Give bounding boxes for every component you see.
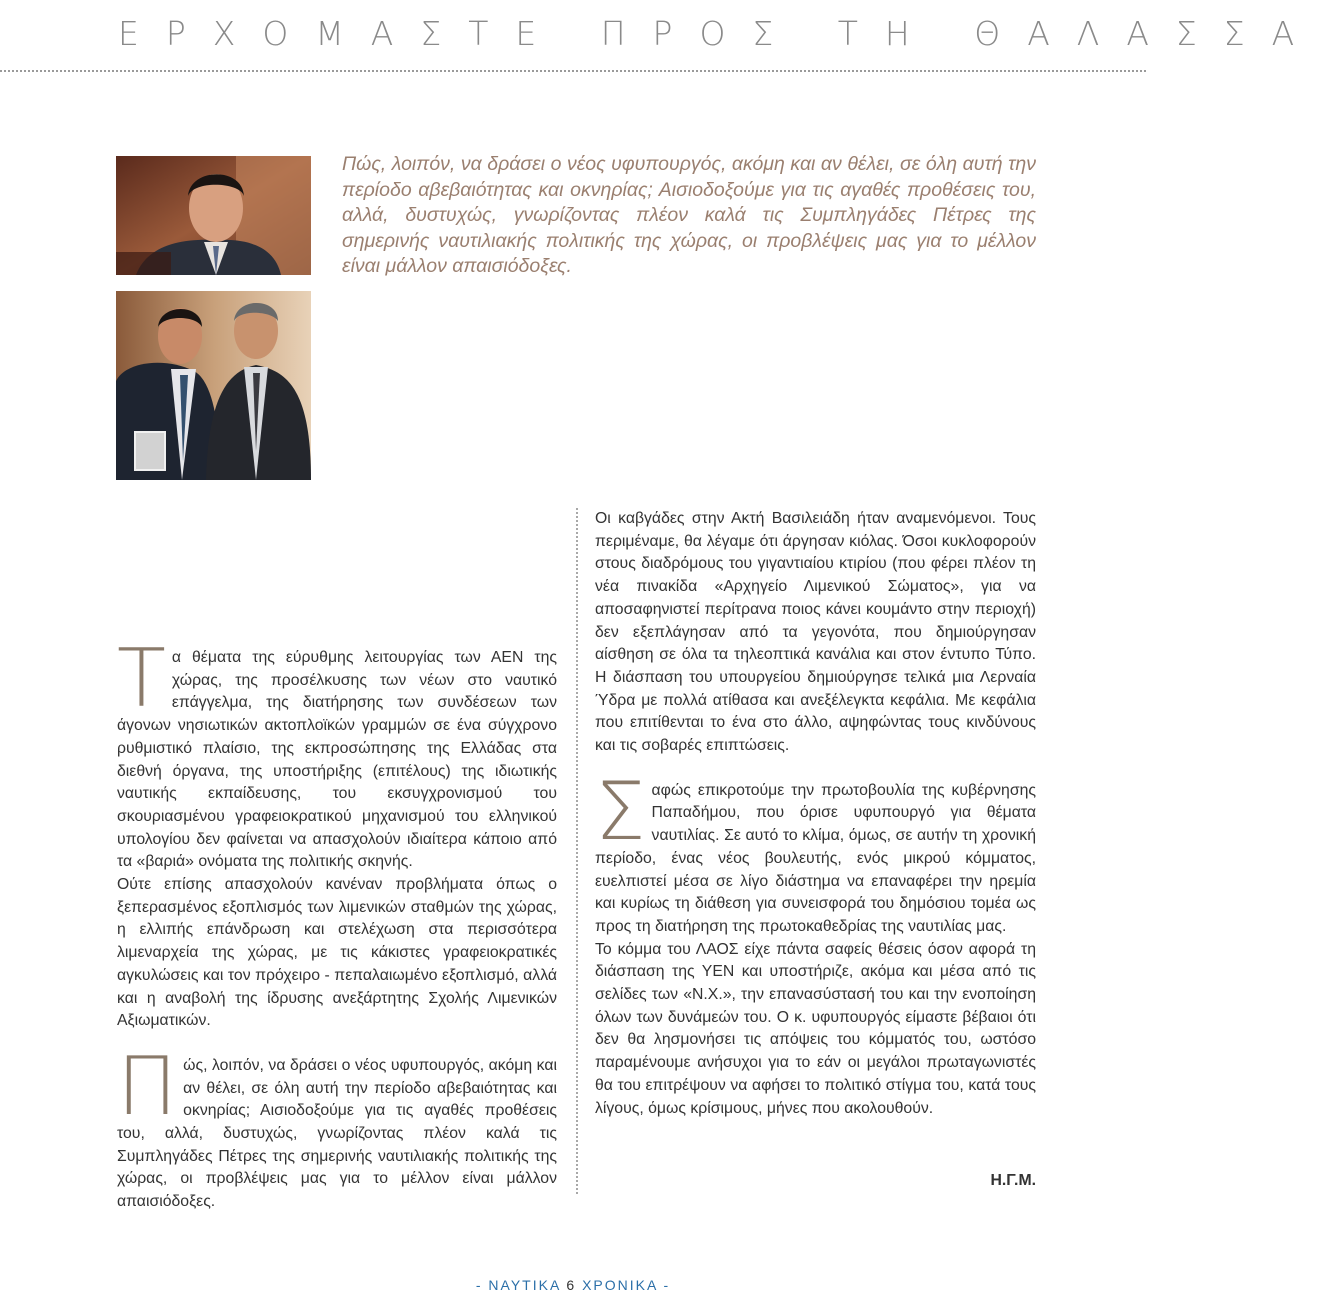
header-title: ΕΡΧΟΜΑΣΤΕ ΠΡΟΣ ΤΗ ΘΑΛΑΣΣΑ — [118, 14, 1321, 53]
author-signature: Η.Γ.Μ. — [990, 1172, 1036, 1189]
left-paragraph-1: Τα θέματα της εύρυθμης λειτουργίας των ΑΕΝ της χώρας, της προσέλκυσης των νέων στο ναυτικό επάγγελμα, της διατήρησης των συνδέσεων των άγονων νησιωτικών ακτοπλοϊκών γραμμών σε ένα σύγχρονο ρυθμιστικό πλαίσιο, της εκπροσώπησης της Ελλάδας στα διεθνή όργανα, της υποστήριξης (επιτέλους) της ιδιωτικής ναυτικής εκπαίδευσης, του εκσυγχρονισμού του σκουριασμένου γραφειοκρατικού μηχανισμού του ελληνικού υπολογίου δεν φαίνεται να απασχολούν ιδιαίτερα κάποιο από τα «βαριά» ονόματα της πολιτικής σκηνής. — [117, 632, 557, 871]
right-paragraph-1: Οι καβγάδες στην Ακτή Βασιλειάδη ήταν αναμενόμενοι. Τους περιμέναμε, θα λέγαμε ότι άργησαν κιόλας. Όσοι κυκλοφορούν στους διαδρόμους του γιγαντιαίου κτιρίου (που φέρει πλέον τη νέα πινακίδα «Αρχηγείο Λιμενικού Σώματος», για να αποσαφηνιστεί περίτρανα ποιος κάνει κουμάντο στην περιοχή) δεν εξεπλάγησαν από τα γεγονότα, που δημιούργησαν αίσθηση σε όλα τα τηλεοπτικά κανάλια και στον έντυπο Τύπο. Η διάσπαση του υπουργείου δημιούργησε τελικά μια Λερναία Ύδρα με πολλά ατίθασα και ανεξέλεγκτα κεφάλια. Με κεφάλια που επιτίθενται το ένα στο άλλο, αψηφώντας τους κινδύνους και τις σοβαρές επιπτώσεις. — [595, 510, 1036, 755]
photo-two-men — [116, 291, 311, 480]
right-paragraph-2: Σαφώς επικροτούμε την πρωτοβουλία της κυβέρνησης Παπαδήμου, που όρισε υφυπουργό για θέματα ναυτιλίας. Σε αυτό το κλίμα, όμως, σε αυτήν τη χρονική περίοδο, ένας νέος βουλευτής, ενός μικρού κόμματος, ευελπιστεί μέσα σε λίγο διάστημα να επαναφέρει την ηρεμία και κυρίως τη διάθεση για συνεισφορά του δημόσιου τομέα ως προς τη διατήρηση της πρωτοκαθεδρίας της ναυτιλίας μας. — [595, 764, 1036, 935]
page-footer — [0, 1277, 1146, 1293]
left-paragraph-2: Ούτε επίσης απασχολούν κανέναν προβλήματα όπως ο ξεπερασμένος εξοπλισμός των λιμενικών σταθμών της χώρας, η ελλιπής επάνδρωση και στελέχωση στα περισσότερα λιμεναρχεία της χώρας, με τις κάκιστες γραφειοκρατικές αγκυλώσεις και τον πρόχειρο - πεπαλαιωμένο εξοπλισμό, αλλά και η αναβολή της ίδρυσης ανεξάρτητης Σχολής Λιμενικών Αξιωματικών. — [117, 876, 557, 1030]
drop-cap: Π — [117, 1039, 178, 1133]
header-divider — [0, 70, 1146, 72]
drop-cap: Σ — [595, 764, 646, 858]
page-number: 6 — [566, 1277, 577, 1293]
pull-quote: Πώς, λοιπόν, να δράσει ο νέος υφυπουργός, ακόμη και αν θέλει, σε όλη αυτή την περίοδο αβεβαιότητας και οκνηρίας; Αισιοδοξούμε για τις αγαθές προθέσεις του, αλλά, δυστυχώς, γνωρίζοντας πλέον καλά τις Συμπληγάδες Πέτρες της σημερινής ναυτιλιακής πολιτικής της χώρας, οι προβλέψεις μας για το μέλλον είναι μάλλον απαισιόδοξες. — [342, 153, 1036, 277]
drop-cap: Τ — [117, 632, 166, 725]
right-column — [595, 508, 1036, 1120]
left-column — [117, 632, 557, 1214]
right-paragraph-3: Το κόμμα του ΛΑΟΣ είχε πάντα σαφείς θέσεις όσον αφορά τη διάσπαση της ΥΕΝ και υποστήριζε, ακόμα και μέσα από τις σελίδες των «Ν.Χ.», την επανασύστασή του και την ενοποίηση όλων των δυνάμεών του. Ο κ. υφυπουργός είμαστε βέβαιοι ότι δεν θα λησμονήσει τις απόψεις του κόμματός του, ωστόσο παραμένουμε ανήσυχοι για το εάν οι μεγάλοι πρωταγωνιστές θα του επιτρέψουν να αφήσει το πολιτικό στίγμα του, κατά τους λίγους, όμως κρίσιμους, μήνες που ακολουθούν. — [595, 940, 1036, 1117]
footer-right: ΧΡΟΝΙΚΑ - — [582, 1277, 671, 1293]
photo-speaker — [116, 156, 311, 275]
column-divider — [576, 508, 578, 1194]
left-paragraph-3: Πώς, λοιπόν, να δράσει ο νέος υφυπουργός, ακόμη και αν θέλει, σε όλη αυτή την περίοδο αβεβαιότητας και οκνηρίας; Αισιοδοξούμε για τις αγαθές προθέσεις του, αλλά, δυστυχώς, γνωρίζοντας πλέον καλά τις Συμπληγάδες Πέτρες της σημερινής ναυτιλιακής πολιτικής της χώρας, οι προβλέψεις μας για το μέλλον είναι μάλλον απαισιόδοξες. — [117, 1039, 557, 1211]
footer-left: - ΝΑΥΤΙΚΑ — [475, 1277, 561, 1293]
